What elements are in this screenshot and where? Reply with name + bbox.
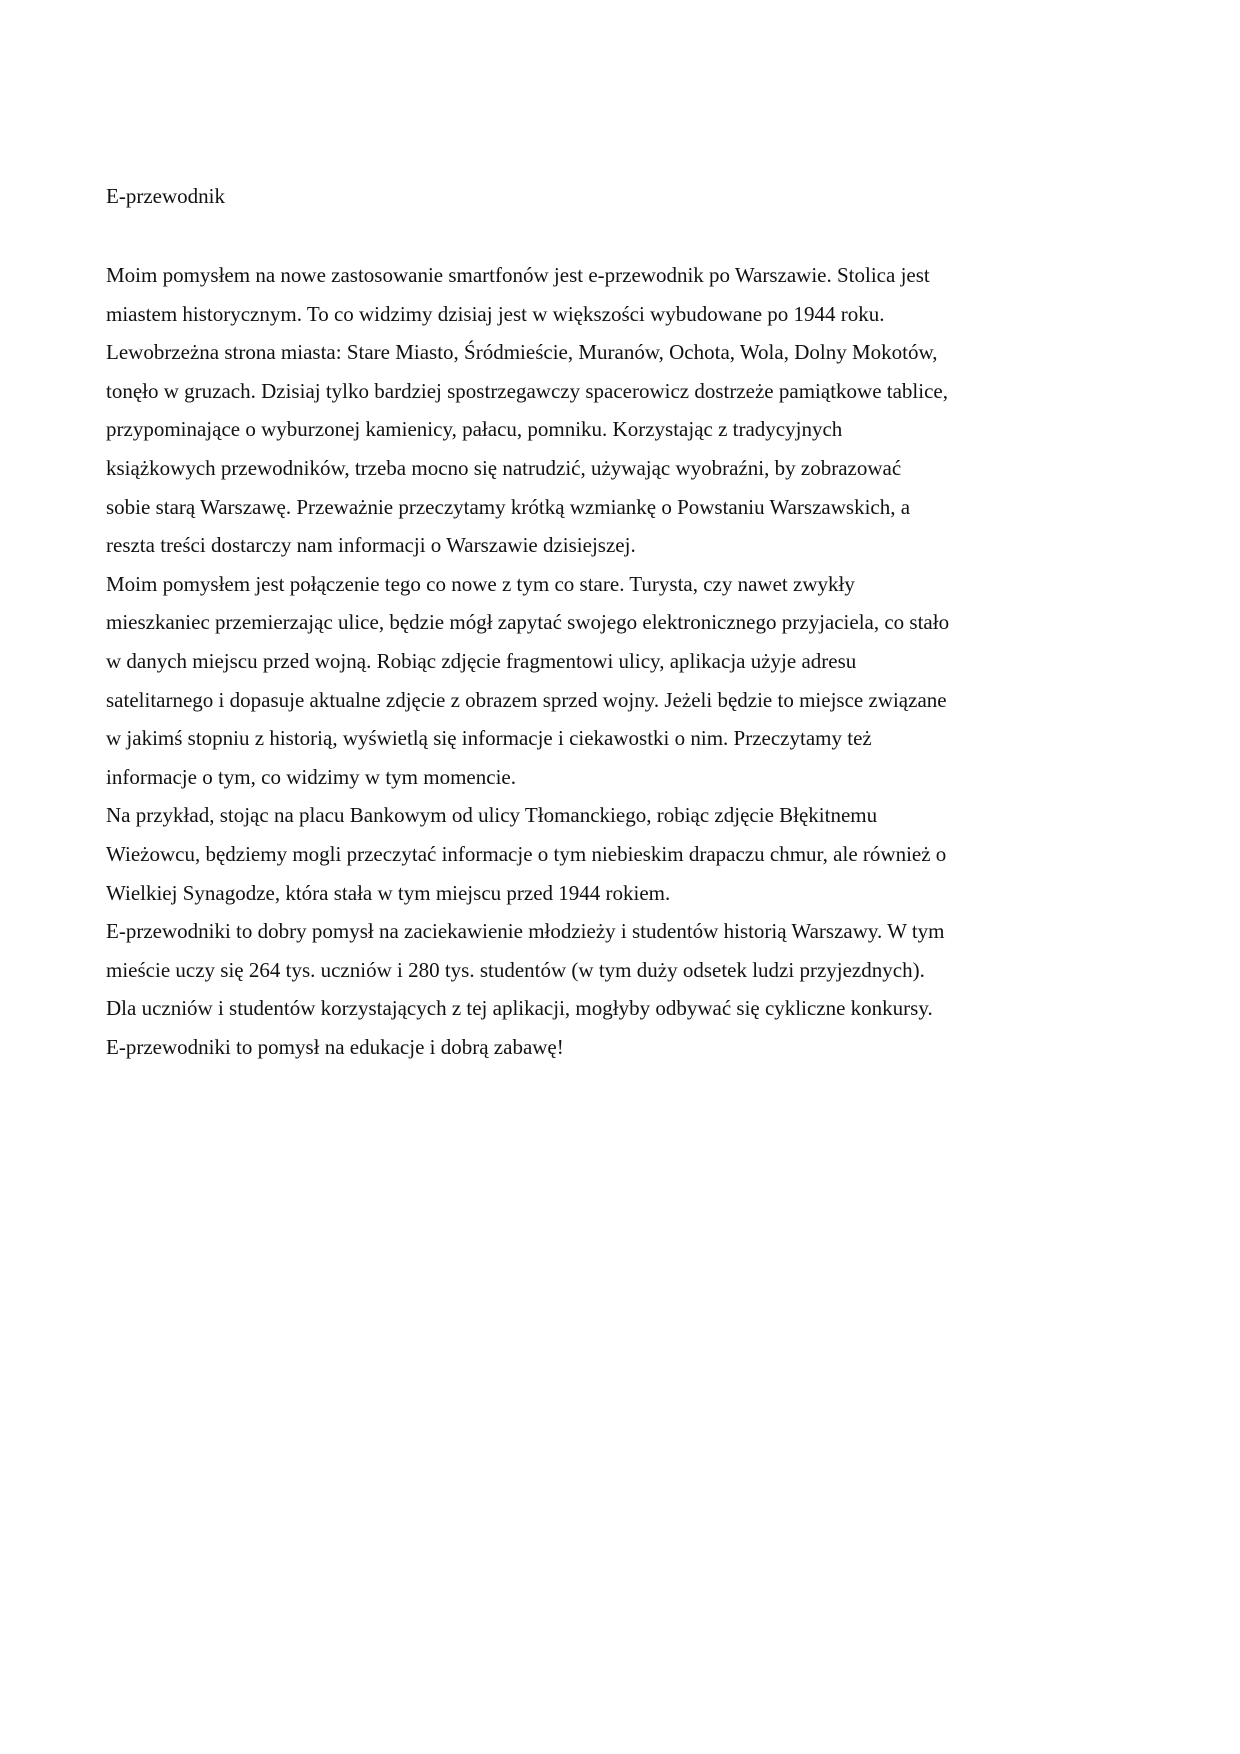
text-line: w jakimś stopniu z historią, wyświetlą się informacje i ciekawostki o nim. Przeczytamy też: [106, 726, 872, 751]
text-line: mieszkaniec przemierzając ulice, będzie mógł zapytać swojego elektronicznego przyjaciela, co stało: [106, 610, 950, 635]
text-line: Moim pomysłem jest połączenie tego co nowe z tym co stare. Turysta, czy nawet zwykły: [106, 571, 855, 596]
text-line: Wieżowcu, będziemy mogli przeczytać informacje o tym niebieskim drapaczu chmur, ale również o: [106, 841, 947, 866]
text-line: E-przewodniki to dobry pomysł na zaciekawienie młodzieży i studentów historią Warszawy. W tym: [106, 919, 945, 944]
text-line: mieście uczy się 264 tys. uczniów i 280 tys. studentów (w tym duży odsetek ludzi przyjezdnych).: [106, 957, 925, 982]
text-line: miastem historycznym. To co widzimy dzisiaj jest w większości wybudowane po 1944 roku.: [106, 301, 885, 326]
text-line: sobie starą Warszawę. Przeważnie przeczytamy krótką wzmiankę o Powstaniu Warszawskich, a: [106, 494, 911, 519]
text-line: informacje o tym, co widzimy w tym momencie.: [106, 764, 516, 789]
text-line: Wielkiej Synagodze, która stała w tym miejscu przed 1944 rokiem.: [106, 880, 671, 905]
text-line: E-przewodniki to pomysł na edukacje i dobrą zabawę!: [106, 1034, 564, 1059]
text-line: w danych miejscu przed wojną. Robiąc zdjęcie fragmentowi ulicy, aplikacja użyje adresu: [106, 648, 857, 673]
text-line: Moim pomysłem na nowe zastosowanie smartfonów jest e-przewodnik po Warszawie. Stolica jest: [106, 263, 930, 287]
document-body: [106, 256, 1016, 1066]
text-line: Lewobrzeżna strona miasta: Stare Miasto, Śródmieście, Muranów, Ochota, Wola, Dolny Mokotów,: [106, 340, 938, 365]
text-line: Dla uczniów i studentów korzystających z tej aplikacji, mogłyby odbywać się cykliczne konkursy.: [106, 996, 933, 1021]
document-title: E-przewodnik: [106, 184, 225, 208]
text-line: tonęło w gruzach. Dzisiaj tylko bardziej spostrzegawczy spacerowicz dostrzeże pamiątkowe tablice,: [106, 378, 948, 403]
text-line: reszta treści dostarczy nam informacji o Warszawie dzisiejszej.: [106, 533, 636, 558]
text-line: książkowych przewodników, trzeba mocno się natrudzić, używając wyobraźni, by zobrazować: [106, 455, 902, 480]
text-line: Na przykład, stojąc na placu Bankowym od ulicy Tłomanckiego, robiąc zdjęcie Błękitnemu: [106, 803, 878, 828]
text-line: satelitarnego i dopasuje aktualne zdjęcie z obrazem sprzed wojny. Jeżeli będzie to miejsce związane: [106, 687, 947, 712]
text-line: przypominające o wyburzonej kamienicy, pałacu, pomniku. Korzystając z tradycyjnych: [106, 417, 843, 442]
